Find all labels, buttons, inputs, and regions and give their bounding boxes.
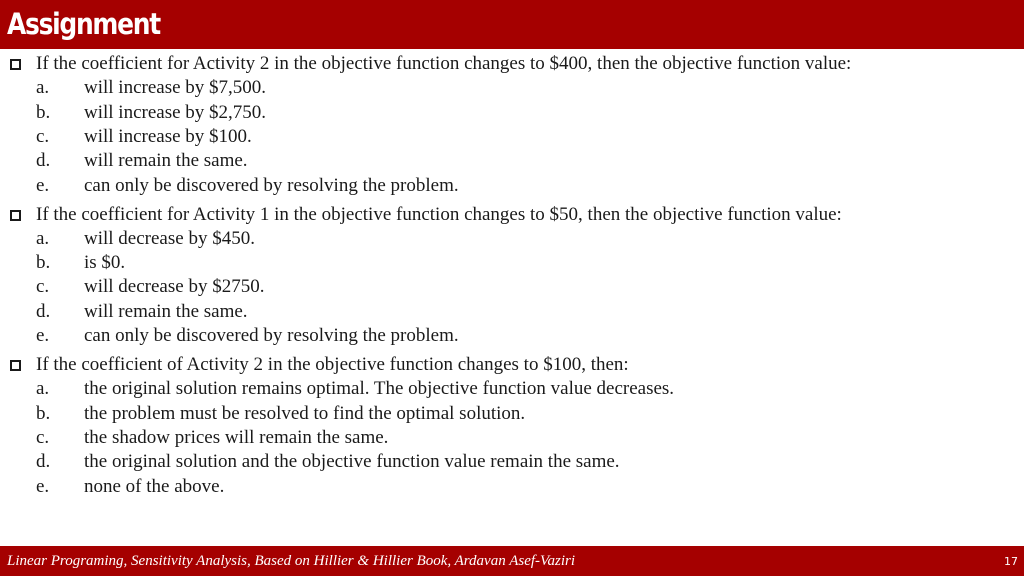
square-bullet-icon	[10, 360, 21, 371]
option-letter: c.	[36, 426, 50, 448]
option-letter: e.	[36, 325, 50, 346]
option-text: will decrease by $2750.	[84, 276, 265, 298]
option-text: will remain the same.	[84, 150, 248, 172]
option-text: will remain the same.	[84, 300, 248, 322]
question-text: If the coefficient of Activity 2 in the objective function changes to $100, then:	[36, 354, 629, 375]
option-letter: d.	[36, 451, 51, 473]
option-text: will decrease by $450.	[84, 227, 255, 249]
option-letter: e.	[36, 475, 50, 497]
option-letter: c.	[36, 125, 50, 147]
page-title: Assignment	[7, 7, 160, 41]
footer-bar	[0, 546, 1024, 576]
square-bullet-icon	[10, 59, 21, 70]
option-text: will increase by $100.	[84, 125, 252, 147]
option-text: will increase by $2,750.	[84, 101, 267, 123]
option-text: the original solution remains optimal. The objective function value decreases.	[84, 378, 675, 400]
option-text: the shadow prices will remain the same.	[84, 426, 389, 448]
option-letter: d.	[36, 300, 51, 322]
option-text: is $0.	[84, 252, 126, 274]
option-text: the original solution and the objective function value remain the same.	[84, 451, 620, 473]
title-bar	[0, 0, 1024, 49]
option-letter: c.	[36, 276, 50, 298]
page-number: 17	[1004, 555, 1018, 568]
footer-citation: Linear Programing, Sensitivity Analysis, Based on Hillier & Hillier Book, Ardavan Asef-Vaziri	[7, 553, 576, 569]
option-text: can only be discovered by resolving the problem.	[84, 174, 459, 196]
option-letter: b.	[36, 101, 51, 123]
option-letter: a.	[36, 77, 50, 99]
question-text: If the coefficient for Activity 1 in the objective function changes to $50, then the objective function value:	[36, 203, 842, 225]
option-letter: a.	[36, 378, 50, 400]
question-text: If the coefficient for Activity 2 in the objective function changes to $400, then the objective function value:	[36, 53, 852, 74]
option-letter: e.	[36, 174, 50, 196]
option-text: can only be discovered by resolving the problem.	[84, 325, 459, 346]
option-text: none of the above.	[84, 475, 225, 497]
option-letter: b.	[36, 402, 51, 424]
option-letter: a.	[36, 227, 50, 249]
option-letter: b.	[36, 252, 51, 274]
option-letter: d.	[36, 150, 51, 172]
square-bullet-icon	[10, 210, 21, 221]
option-text: will increase by $7,500.	[84, 77, 267, 99]
option-text: the problem must be resolved to find the optimal solution.	[84, 402, 526, 424]
